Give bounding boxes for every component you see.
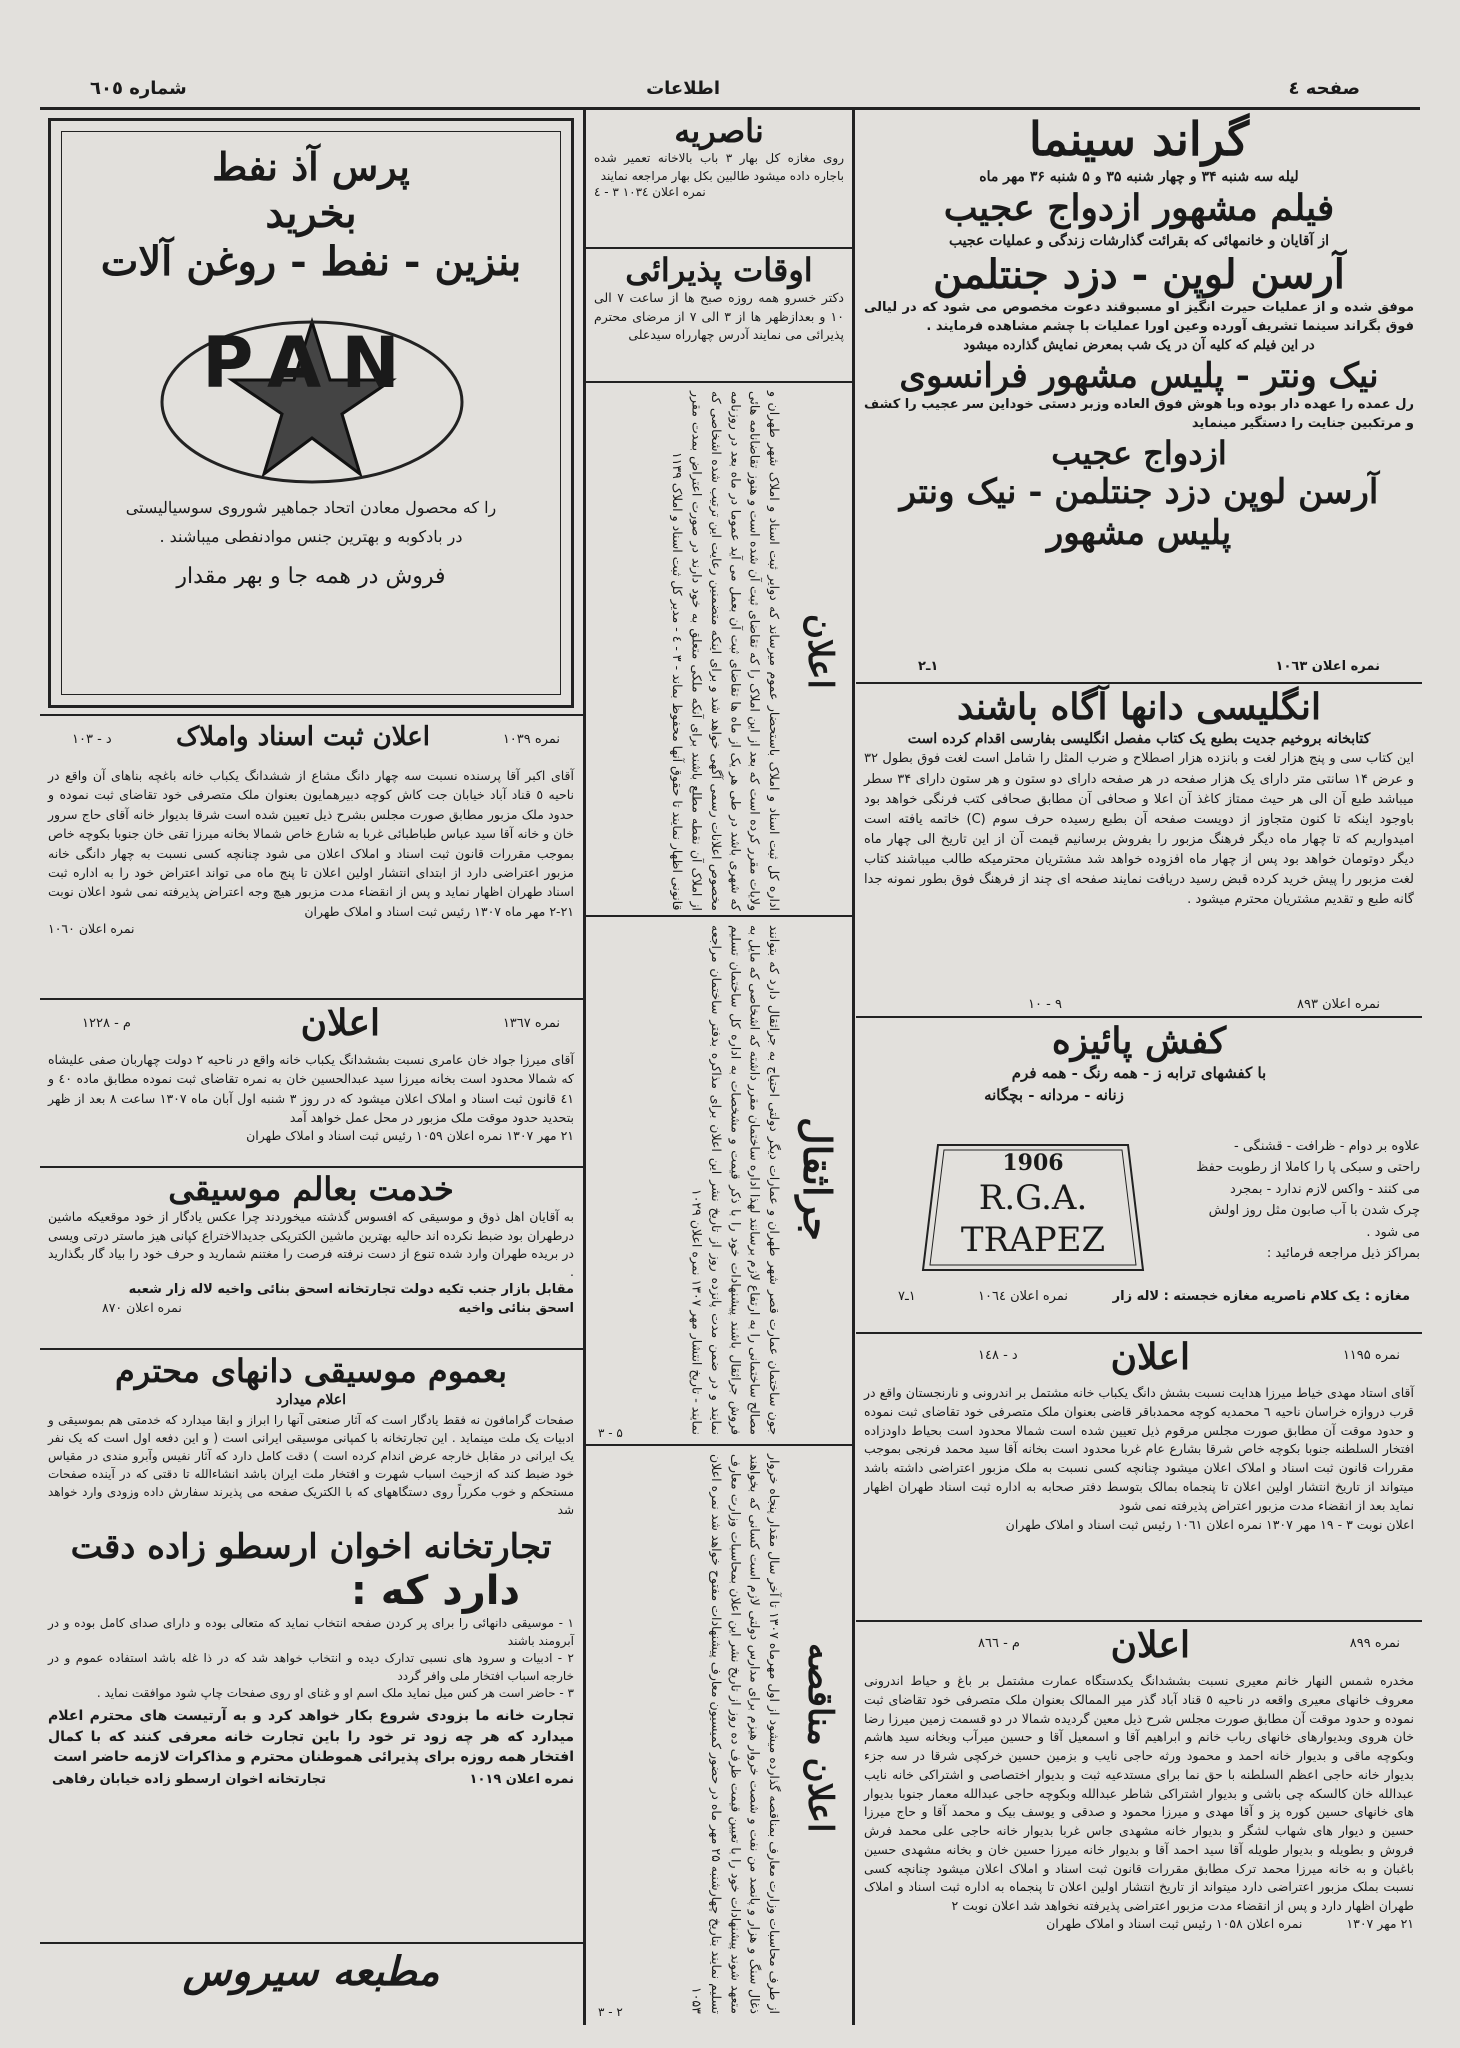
announcement-block (588, 385, 850, 915)
deed-1039-ad-no: نمره اعلان ۱۰٦۰ (48, 921, 135, 936)
film-sub: از آقایان و خانمهائی که بقرائت گذارشات زندگی و عملیات عجیب (948, 232, 1330, 249)
tender-block (588, 1448, 850, 2023)
rule (586, 247, 852, 249)
shoes-title: کفش پائیزه (1051, 1020, 1227, 1062)
pan-line2: در بادکوبه و بهترین جنس موادنفطی میباشند . (159, 526, 463, 546)
english-body: این کتاب سی و پنج هزار لغت و بانزده هزار اصطلاح و ضرب المثل را شامل است لغت فوق بطول ۳۲ و عرض ۱۴ سانتی متر دارای یک هزار صفحه در هر صفحه دارای دو ستون و هر ستون دارای ۳۴ سطر میباشد طبع آن الی هر حیث ممتاز کاغذ آن اعلا و صحافی آن مطابق صحافی کتب فرنگی خواهد بود باوجود اینکه تا کنون متجاوز از دویست صفحه آن بطبع رسیده حرف سوم (C) خاتمه یافته است امیدواریم که تا چهار ماه دیگر فرهنگ مزبور را بفروش برسانیم قیمت آن از این تاریخ الی چهار ماه دیگر دوتومان خواهد بود پس از چهار ماه افزوده خواهد شد مشتریان محترمیکه طالب میباشند کتاب لغت مزبور را پیش خرید کرده قبض رسید دریافت نمایند صفحه ای چند از فرهنگ فوق بطور نمونه جدا گانه طبع و تقدیم مشتریان محترم میشود . (864, 751, 1414, 908)
page-label: صفحه ٤ (1288, 78, 1360, 99)
tender-code: ۲ - ۳ (598, 2005, 623, 2019)
pan-line1: را که محصول معادن اتحاد جماهیر شوروی سوسیالیستی (125, 497, 497, 517)
film-title: فیلم مشهور ازدواج عجیب (943, 187, 1335, 230)
notice-899 (858, 1624, 1420, 2024)
page-header (40, 72, 1420, 110)
announcement-body: اداره کل ثبت اسناد و املاک باستحضار عموم میرساند که دوایر ثبت اسناد و املاک شهر طهران و ولایات مقرر کرده است که بعد از این املاک را که تقاضای ثبت آن شده است و هنوز تقاضانامه هائی که شهری باشد در طی هر یک از ماه ها تقاضای ثبت آن بعمل می آید عموما در ماه بعد در روزنامه مخصوص اعلانات رسمی آگهی خواهد شد و برای اینکه متضمنین رعایت این ترتیب شده اشخاصی که از املاک آن نقطه مطلع باشند برای آنکه ملکی متعلق به خود دارند در صورت اعتراض بمدت مقرر قانونی اظهار نمایند تا حقوق آنها محفوظ بماند - ۳ - ٤ - مدیر کل ثبت اسناد و املاک ۱۱۳۹ (670, 391, 782, 911)
shoes-line3: می کنند - واکس لازم ندارد - بمجرد (1230, 1181, 1420, 1197)
rule (856, 682, 1422, 684)
music-lovers-ad (42, 1352, 580, 1942)
notice-899-footer (858, 1916, 1420, 1931)
deed-1039 (42, 718, 580, 998)
rule (40, 1348, 583, 1350)
arastoo-title: تجارتخانه اخوان ارسطو زاده دقت (70, 1526, 552, 1567)
cinema-ad-no: نمره اعلان ۱۰٦۳ (1275, 659, 1380, 674)
nasirieh-ad (588, 112, 850, 247)
shoes-ad-no: نمره اعلان ۱۰٦٤ (978, 1289, 1068, 1304)
pan-ad-inner-frame (61, 131, 561, 695)
notice-1195 (858, 1336, 1420, 1620)
shoes-line2: راحتی و سبکی پا را کاملا از رطوبت حفظ (1196, 1160, 1420, 1176)
notice-899-body: مخدره شمس النهار خانم معیری نسبت بششدانگ یکدستگاه عمارت مشتمل بر باغ و حیاط اندرونی معروف خانهای معیری واقعه در ناحیه ٥ قناد آباد گذر میر الممالک بعنوان ملک متصرفی خود تقاضای ثبت نموده و حدود موقت آن مطابق صورت مجلس شرح ذیل معین گردیده شمالا در دو قسمت زمین میرزا رضا خان هروی وبدیوارهای خانهای رباب خانم و ابراهیم آقا و اسمعیل آقا و حسین میرآب وبخانه سید هاشم وبکوچه ماقی و بدیوار خانه احمد و محمود ورثه حاجی نایب و بزمین حسین خرکچی شرقا در سه جزء بدیوار خانه حاجی اعظم السلطنه با حق نما برای مستدعیه ثبت و بدیوار اختصاصی و اشتراکی خانه نایب عبدالله خان کالسکه چی باشی و بدیوار اشتراکی شاطر عبدالله وبکوچه حاجی عبدالله معمار جنوبا بدیوار های خانهای حسین کوره پز و آقا مهدی و میرزا محمود و صدقی و یوسف بیک و محمد آقا و حاج میرزا حسین و دیوار های شهاب لشگر و بدیوار خانه مشهدی جاس غربا بدیوار خانه حاجی علی محمد فرش فروش و بطویله و بدیوار طویله آقا سید احمد آقا و بدیوار خانه میرزا حسین خان و بخانه مشهدی حسین باغبان و به خانه میرزا محمد ترک مطابق مقررات قانون ثبت اسناد و املاک اعلان میشود چنانچه کسی نسبت بملک مزبور اعتراضی دارد میتواند از تاریخ انتشار اولین اعلان تا پنجماه به اداره ثبت اسناد و املاک طهران اظهار دارد و پس از انقضاء مدت مزبور اعتراضی پذیرفته نخواهد شد اعلان نوبت ۲ (864, 1673, 1415, 1913)
arastoo-sign: تجارتخانه اخوان ارسطو زاده خیابان رفاهی (52, 1772, 326, 1788)
rule (586, 915, 852, 917)
notice-1195-number: نمره ۱۱۹۵ (1342, 1348, 1400, 1363)
pan-title: پرس آذ نفط (212, 144, 410, 189)
deed-1367 (42, 1002, 580, 1166)
english-lead: کتابخانه بروخیم جدیت بطبع یک کتاب مفصل انگلیسی بفارسی اقدام کرده است (907, 731, 1371, 748)
logo-name: TRAPEZ (960, 1220, 1106, 1260)
jarahghal-code: ۵ - ۳ (598, 1426, 623, 1440)
music-service-address: مقابل بازار جنب تکیه دولت تجارتخانه اسحق بنائی واخیه لاله زار شعبه (128, 1281, 574, 1297)
deed-1367-code: م - ۱۲۲۸ (82, 1016, 131, 1031)
arastoo-item1: ۱ - موسیقی دانهائی را برای پر کردن صفحه انتخاب نماید که متعالی بوده و دارای صدای کامل بوده و در آبرومند باشند (48, 1616, 574, 1648)
shoes-line4: چرک شدن با آب صابون مثل روز اولش (1208, 1203, 1420, 1219)
reception-ad (588, 251, 850, 381)
pan-products: بنزین - نفط - روغن آلات (100, 237, 522, 285)
notice-899-number: نمره ۸۹۹ (1349, 1636, 1400, 1651)
logo-year: 1906 (1002, 1150, 1064, 1176)
tender-body: از طرف محاسبات وزارت معارف بمناقصه گذارده میشود از اول مهرماه ۱۳۰۷ تا آخر سال مقدار پنجاه خروار ذغال سنگ و هزار و پانصد من نفت و شصت خروار هیزم برای مدارس دولتی لازم است کسانی که بخواهند متعهد شوند پیشنهادات خود را با تعیین قیمت ظرف ده روز از تاریخ نشر این اعلان بمحاسبات وزارت معارف تسلیم نمایند بتاریخ چهارشنبه ۲۵ مهر ماه در حضور کمیسیون معارف پیشنهادات مفتوح خواهد شد نمره اعلان ۱۰۵۳ (689, 1454, 782, 2015)
music-service-body: به آقایان اهل ذوق و موسیقی که افسوس گذشته میخوردند چرا عکس یادگار از خود موقعیکه ماشین درطهران بود ضبط نکرده اند حالیه بهترین ماشین الکتریکی جدیدالاختراع کپانی هیز ماستر درتی ویسی در بریده طهران وارد شده تنوع از دست نرفته فرصت را مغتنم شمارید و حرف خود را بیاد گار بگذارید . (48, 1209, 574, 1279)
pan-logo-text: PAN (202, 321, 420, 404)
arastoo-notice: تجارت خانه ما بزودی شروع بکار خواهد کرد و به آرتیست های محترم اعلام میدارد که هر چه زود تر خود را باین تجارت خانه معرفی کنند که با کمال افتخار همه روزه برای پذیرائی هموطنان محترم و مذاکرات لازمه حاضر است (48, 1708, 574, 1766)
notice-899-code: م - ۸٦٦ (978, 1636, 1020, 1651)
nasirieh-title: ناصریه (674, 112, 764, 150)
cinema-ad-code: ۱ـ۲ (918, 659, 939, 674)
rule (586, 1444, 852, 1446)
paper-name: اطلاعات (646, 78, 720, 99)
logo-brand: R.G.A. (978, 1178, 1088, 1218)
jarahghal-title: جراثقال (795, 1116, 840, 1241)
jarahghal-body: جون ساختمان عمارت قصر شهر طهران و عمارات دیگر دولتی احتیاج به جراثقال دارد که بتوانند مصالح ساختمانی را به ارتفاع لازم برسانند لهذا اداره ساختمان مقرر داشته که اشخاصی که مایل به فروش جراثقال باشند پیشنهادات خود را با ذکر قیمت و مشخصات به اداره کل ساختمان تسلیم نمایند و در ضمن مدت پانزده روز از تاریخ نشر این اعلان برای مذاکره بدفتر ساختمان مراجعه نمایند - تاریخ انتشار مهر ۱۳۰۷ نمره اعلان ۱۰۲۹ (689, 925, 782, 1435)
police-title: پلیس مشهور (1046, 513, 1232, 554)
trapez-logo (918, 1140, 1148, 1280)
rule (40, 1166, 583, 1168)
shoes-line5: می شود . (1366, 1224, 1420, 1240)
notice-1195-footer: اعلان نوبت ۳ - ۱۹ مهر ۱۳۰۷ نمره اعلان ۱۰٦۱ رئیس ثبت اسناد و املاک طهران (1005, 1517, 1414, 1533)
arastoo-item2: ۲ - ادبیات و سرود های نسبی تدارک دیده و انتخاب خواهد شد که در ذا غله باشد استفاده عموم و در خارجه اسباب افتخار ملی وافر گردد (48, 1651, 574, 1683)
music-service-name: اسحق بنائی واخیه (458, 1300, 574, 1316)
notice-1195-code: د - ۱٤۸ (978, 1348, 1018, 1363)
arastoo-item3: ۳ - حاضر است هر کس میل نماید ملک اسم او و غنای او روی صفحات چاپ شود موافقت نماید . (96, 1686, 574, 1701)
nick-title: نیک ونتر - پلیس مشهور فرانسوی (899, 355, 1379, 396)
rule (856, 1332, 1422, 1334)
marriage-title: ازدواج عجیب (1051, 433, 1227, 472)
jarahghal-block (588, 919, 850, 1444)
pan-buy: بخرید (265, 189, 357, 237)
cinema-dates: لیله سه شنبه ۳۴ و چهار شنبه ۳۵ و ۵ شنبه ۳۶ مهر ماه (979, 169, 1299, 186)
music-lovers-sub: اعلام میدارد (275, 1392, 347, 1409)
shoes-line1: علاوه بر دوام - ظرافت - قشنگی - (1234, 1139, 1420, 1154)
pan-sell: فروش در همه جا و بهر مقدار (176, 563, 446, 589)
rule (856, 1016, 1422, 1018)
english-ad-no: نمره اعلان ۸۹۳ (1296, 997, 1380, 1012)
english-ad (858, 686, 1420, 1016)
notice-1195-title: اعلان (1110, 1336, 1190, 1378)
arsene2-title: آرسن لوپن دزد جنتلمن - نیک ونتر (899, 472, 1379, 513)
notice-899-title: اعلان (1110, 1624, 1190, 1666)
reception-body: دکتر خسرو همه روزه صبح ها از ساعت ۷ الی ۱۰ و بعدازظهر ها از ۳ الی ۷ از مرضای محترم پذیرائی می نمایند آدرس چهارراه سیدعلی (594, 290, 844, 342)
column-rule-left (583, 110, 586, 2025)
tender-title: اعلان مناقصه (800, 1643, 840, 1833)
pan-ad (48, 118, 574, 708)
deed-1367-footer: ۲۱ مهر ۱۳۰۷ نمره اعلان ۱۰۵۹ رئیس ثبت اسناد و املاک طهران (246, 1127, 574, 1143)
deed-1039-title: اعلان ثبت اسناد واملاک (176, 722, 430, 752)
shoes-sub2: زنانه - مردانه - بچگانه (984, 1085, 1124, 1104)
arsene-title: آرسن لوپن - دزد جنتلمن (933, 250, 1345, 298)
deed-1039-code: د - ۱۰۳ (72, 732, 112, 747)
notice-899-footer2: نمره اعلان ۱۰۵۸ رئیس ثبت اسناد و املاک طهران (1046, 1915, 1303, 1931)
rule (40, 1942, 583, 1944)
shoes-text (1170, 1136, 1420, 1265)
notice-1195-body: آقای استاد مهدی خیاط میرزا هدایت نسبت بشش دانگ یکباب خانه مشتمل بر اندرونی و نارنجستان واقع در قرب دروازه خراسان ناحیه ٦ محمدیه کوچه محمدباقر قاضی بعنوان ملک متصرفی خود تقاضای ثبت نموده و حدود موقت آن مطابق صورت مجلس مرقوم ذیل تعیین شده است شمالا محدود است بحیاط داودزاده افتخار السلطنه جنوبا بکوچه خاص شرقا بشارع عام غربا محدود است بخانه آقا سید محمد فرنجی بموجب مقررات قانون ثبت اسناد و املاک اعلان میشود چنانچه کسی نسبت به ملک مزبور اعتراضی داشته باشد میتواند از تاریخ انتشار اولین اعلان تا پنجماه بمالک بتوسط دفتر صحابه به اداره ثبت اسناد طهران اظهار نماید بعد از انقضاء مدت مزبور اعتراض پذیرفته نمی شود (864, 1385, 1414, 1513)
reception-title: اوقات پذیرائی (625, 251, 813, 289)
cinema-title: گراند سینما (1029, 112, 1249, 166)
shoes-ad-code: ۱ـ۷ (898, 1289, 916, 1304)
music-service-ad (42, 1170, 580, 1348)
notice-899-footer1: ۲۱ مهر ۱۳۰۷ (1346, 1915, 1414, 1931)
music-lovers-body: صفحات گرامافون نه فقط یادگار است که آثار صنعتی آنها را ابراز و ابقا میدارد که خدمتی هم بموسیقی و ادبیات یک ملت مینماید . این تجارتخانه با کمپانی موسیقی ایرانی است ( و این دفعه اول است که یک نفر یک ایرانی در مقابل خارجه عرض اندام کرده است ) دقت کامل دارد که آثار نفیس وآبرو مندی در مقیاس خود ضبط کند که ازحیث اسباب شهرت و افتخار ملت ایران باشد انشاءالله تا دقتی که در آینده صفحات مستحکم و خوب مکرراً روی دستگاههای که با الکتریک صفحه می پذیرند سفارش داده وزودی وارد خواهد شد (48, 1412, 574, 1517)
nasirieh-body: روی مغازه کل بهار ۳ باب بالاخانه تعمیر شده باجاره داده میشود طالبین بکل بهار مراجعه نمایند (594, 151, 844, 183)
issue-label: شماره ٦٠٥ (90, 78, 187, 99)
shoes-sub: با کفشهای ترابه ز - همه رنگ - همه فرم (1011, 1064, 1267, 1083)
rule (40, 998, 583, 1000)
music-service-title: خدمت بعالم موسیقی (168, 1170, 454, 1208)
english-title: انگلیسی دانها آگاه باشند (957, 686, 1321, 728)
announcement-title: اعلان (800, 613, 840, 689)
deed-1039-number: نمره ۱۰۳۹ (502, 732, 560, 747)
deed-1039-body: آقای اکبر آقا پرسنده نسبت سه چهار دانگ مشاع از ششدانگ یکباب خانه باغچه بناهای آن واقع در ناحیه ٥ قناد آباد خیابان جت کاش کوچه دبیرهمایون بعنوان ملک متصرفی خود تقاضای ثبت نموده و حدود ملک مزبور مطابق صورت مجلس بشرح ذیل تعیین شده است شرقا بدیوار خانه آقای حاج سرور خان و خانه آقا سید عباس طباطبائی غربا به شارع خاص شمالا بخانه میرزا تقی خان جنوبا بکوچه خاص بموجب مقررات قانون ثبت اسناد و املاک اعلان می شود چنانچه کسی نسبت به چهار دانگی خانه مزبور اعتراضی دارد از ابتدای انتشار اولین اعلان تا پنج ماه می تواند اعتراض خود را به اداره ثبت اسناد طهران اظهار نماید و پس از انقضاء مدت مزبور هیچ وجه اعتراض پذیرفته نمی شود اعلان نوبت ۲۱-۲ مهر ماه ۱۳۰۷ رئیس ثبت اسناد و املاک طهران (48, 768, 574, 919)
shoes-shop: مغازه : یک کلام ناصریه مغازه خجسته : لاله زار (1112, 1289, 1410, 1304)
deed-1367-body: آقای میرزا جواد خان عامری نسبت بششدانگ یکباب خانه واقع در ناحیه ۲ دولت چهاربان صفی علیشاه که شمالا محدود است بخانه میرزا سید عبدالحسین خان به نمره تقاضای ثبت نموده مطابق ماده ٤۰ و ٤۱ قانون ثبت اسناد و املاک اعلان میشود که در روز ۳ شنبه اول آبان ماه ۱۳۰۷ ساعت ۸ بعد از ظهر بتحدید حدود موقت ملک مزبور در محل عمل خواهد آمد (48, 1052, 575, 1126)
column-rule-right (852, 110, 855, 2025)
cinema-para1: موفق شده و از عملیات حیرت انگیز او مسبوقند دعوت مخصوص می شود که در لیالی فوق بگراند سینما تشریف آورده وعین اورا عملیات با چشم مشاهده فرمایند . (864, 299, 1414, 334)
rule (586, 381, 852, 383)
shoes-line6: بمراکز ذیل مراجعه فرمائید : (1266, 1246, 1420, 1262)
shoes-ad (858, 1020, 1420, 1332)
deed-1367-title: اعلان (300, 1002, 380, 1044)
cinema-para3: رل عمده را عهده دار بوده وبا هوش فوق العاده وزبر دستی خوداین سر عجیب را کشف و مرتکبین جنایت را دستگیر مینماید (864, 397, 1414, 432)
arastoo-title2: دارد که : (350, 1568, 520, 1615)
cinema-para2: در این فیلم که کلیه آن در یک شب بمعرض نمایش گذارده میشود (963, 337, 1315, 353)
rule (856, 1620, 1422, 1622)
music-lovers-title: بعموم موسیقی دانهای محترم (114, 1352, 508, 1390)
pan-logo (62, 292, 560, 492)
nasirieh-ad-no: نمره اعلان ۱۰۳٤ ۳ - ٤ (594, 185, 706, 200)
arastoo-ad-no: نمره اعلان ۱۰۱۹ (469, 1772, 574, 1788)
rule (40, 714, 583, 716)
music-service-ad-no: نمره اعلان ۸۷۰ (102, 1299, 182, 1315)
press-name: مطبعه سیروس (182, 1948, 440, 1995)
grand-cinema-ad (858, 112, 1420, 682)
deed-1367-number: نمره ۱۳٦۷ (502, 1016, 560, 1031)
english-ad-code: ۹ - ۱۰ (1028, 997, 1062, 1012)
